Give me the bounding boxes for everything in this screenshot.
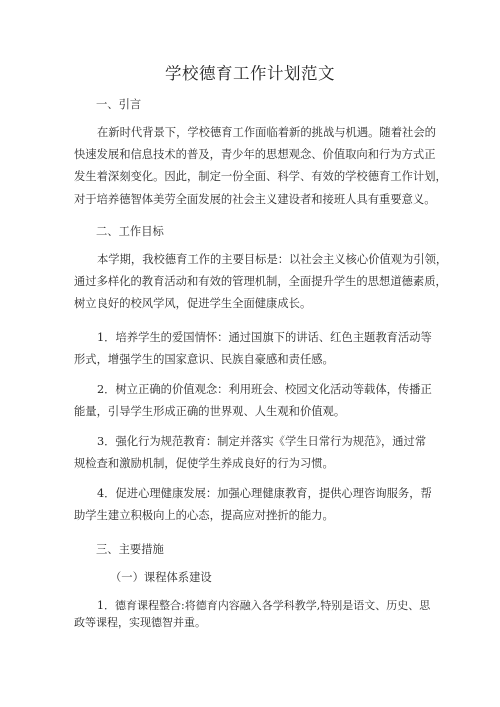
text-line: 快速发展和信息技术的普及，青少年的思想观念、价值取向和行为方式正 — [74, 148, 436, 162]
text-line: 政等课程，实现德智并重。 — [74, 616, 206, 629]
text-line: 在新时代背景下，学校德育工作面临着新的挑战与机遇。随着社会的 — [97, 126, 436, 139]
text-line: 1．德育课程整合:将德育内容融入各学科教学,特别是语文、历史、思 — [97, 599, 431, 612]
text-line: 发生着深刻变化。因此，制定一份全面、科学、有效的学校德育工作计划， — [74, 170, 447, 184]
list-item-goal-3 — [74, 431, 434, 475]
text-line: 助学生建立积极向上的心态，提高应对挫折的能力。 — [74, 509, 334, 523]
list-item-goal-2 — [74, 379, 434, 423]
text-line: 能量，引导学生形成正确的世界观、人生观和价值观。 — [74, 405, 346, 419]
text-line: 3．强化行为规范教育：制定并落实《学生日常行为规范》，通过常 — [97, 435, 427, 448]
text-line: 2．树立正确的价值观念：利用班会、校园文化活动等载体，传播正 — [97, 383, 432, 396]
subsection-heading-curriculum: （一）课程体系建设 — [110, 571, 212, 584]
text-line: 规检查和激励机制，促使学生养成良好的行为习惯。 — [74, 457, 334, 471]
list-item-measure-1 — [74, 597, 434, 631]
text-line: 树立良好的校风学风，促进学生全面健康成长。 — [74, 297, 312, 311]
section-heading-goals: 二、工作目标 — [96, 225, 164, 238]
list-item-goal-1 — [74, 327, 434, 371]
text-line: 4．促进心理健康发展：加强心理健康教育，提供心理咨询服务，帮 — [97, 487, 432, 500]
text-line: 对于培养德智体美劳全面发展的社会主义建设者和接班人具有重要意义。 — [74, 192, 436, 206]
text-line: 1．培养学生的爱国情怀：通过国旗下的讲话、红色主题教育活动等 — [97, 331, 432, 344]
paragraph-goals — [74, 249, 448, 316]
paragraph-introduction — [74, 122, 447, 211]
section-heading-introduction: 一、引言 — [96, 98, 142, 111]
text-line: 通过多样化的教育活动和有效的管理机制，全面提升学生的思想道德素质， — [74, 275, 447, 289]
text-line: 本学期，我校德育工作的主要目标是：以社会主义核心价值观为引领， — [97, 253, 448, 266]
document-title: 学校德育工作计划范文 — [165, 64, 335, 83]
section-heading-measures: 三、主要措施 — [96, 543, 164, 556]
list-item-goal-4 — [74, 483, 434, 527]
text-line: 形式，增强学生的国家意识、民族自豪感和责任感。 — [74, 353, 334, 367]
